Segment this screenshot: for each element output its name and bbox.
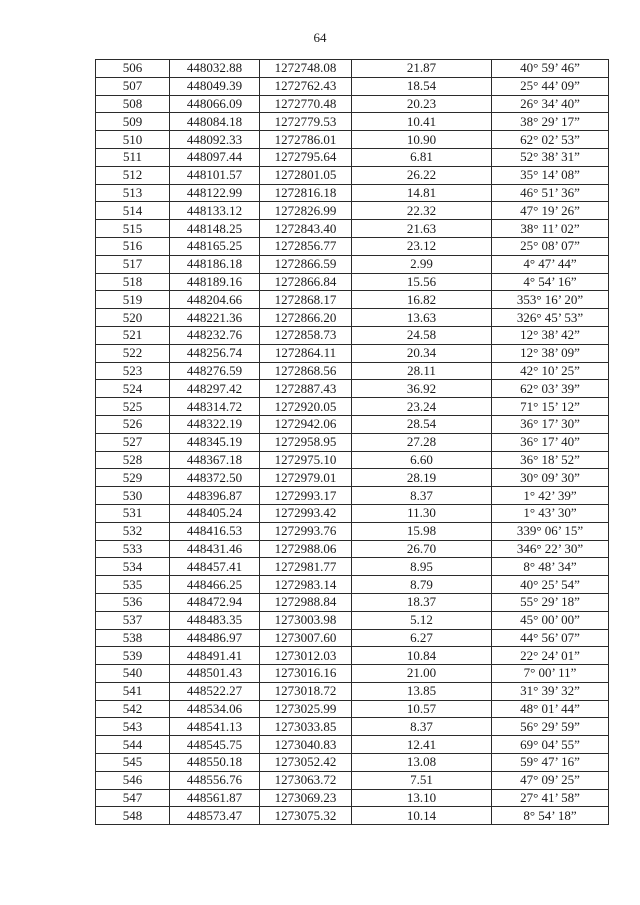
bearing-cell: 8° 48’ 34” xyxy=(492,558,609,576)
distance-cell: 8.37 xyxy=(352,487,492,505)
x-coordinate-cell: 448367.18 xyxy=(170,451,260,469)
y-coordinate-cell: 1273063.72 xyxy=(260,771,352,789)
distance-cell: 13.10 xyxy=(352,789,492,807)
distance-cell: 23.24 xyxy=(352,398,492,416)
distance-cell: 21.00 xyxy=(352,665,492,683)
y-coordinate-cell: 1272866.59 xyxy=(260,255,352,273)
point-number-cell: 522 xyxy=(96,344,170,362)
point-number-cell: 534 xyxy=(96,558,170,576)
bearing-cell: 30° 09’ 30” xyxy=(492,469,609,487)
point-number-cell: 507 xyxy=(96,77,170,95)
point-number-cell: 516 xyxy=(96,237,170,255)
x-coordinate-cell: 448314.72 xyxy=(170,398,260,416)
distance-cell: 24.58 xyxy=(352,326,492,344)
bearing-cell: 47° 19’ 26” xyxy=(492,202,609,220)
y-coordinate-cell: 1272858.73 xyxy=(260,326,352,344)
point-number-cell: 526 xyxy=(96,415,170,433)
table-row xyxy=(96,398,609,416)
distance-cell: 21.63 xyxy=(352,220,492,238)
y-coordinate-cell: 1272770.48 xyxy=(260,95,352,113)
bearing-cell: 346° 22’ 30” xyxy=(492,540,609,558)
y-coordinate-cell: 1273040.83 xyxy=(260,736,352,754)
y-coordinate-cell: 1272983.14 xyxy=(260,576,352,594)
distance-cell: 8.37 xyxy=(352,718,492,736)
table-row xyxy=(96,540,609,558)
x-coordinate-cell: 448133.12 xyxy=(170,202,260,220)
point-number-cell: 509 xyxy=(96,113,170,131)
distance-cell: 12.41 xyxy=(352,736,492,754)
x-coordinate-cell: 448416.53 xyxy=(170,522,260,540)
point-number-cell: 528 xyxy=(96,451,170,469)
distance-cell: 21.87 xyxy=(352,60,492,78)
point-number-cell: 543 xyxy=(96,718,170,736)
y-coordinate-cell: 1272762.43 xyxy=(260,77,352,95)
point-number-cell: 542 xyxy=(96,700,170,718)
y-coordinate-cell: 1272979.01 xyxy=(260,469,352,487)
table-row xyxy=(96,433,609,451)
point-number-cell: 514 xyxy=(96,202,170,220)
distance-cell: 10.57 xyxy=(352,700,492,718)
x-coordinate-cell: 448032.88 xyxy=(170,60,260,78)
x-coordinate-cell: 448491.41 xyxy=(170,647,260,665)
table-row xyxy=(96,131,609,149)
table-row xyxy=(96,291,609,309)
x-coordinate-cell: 448545.75 xyxy=(170,736,260,754)
x-coordinate-cell: 448534.06 xyxy=(170,700,260,718)
x-coordinate-cell: 448256.74 xyxy=(170,344,260,362)
y-coordinate-cell: 1272868.17 xyxy=(260,291,352,309)
x-coordinate-cell: 448405.24 xyxy=(170,504,260,522)
survey-coordinates-table xyxy=(95,59,609,825)
table-row xyxy=(96,95,609,113)
y-coordinate-cell: 1273075.32 xyxy=(260,807,352,825)
x-coordinate-cell: 448522.27 xyxy=(170,682,260,700)
distance-cell: 26.22 xyxy=(352,166,492,184)
y-coordinate-cell: 1273069.23 xyxy=(260,789,352,807)
bearing-cell: 353° 16’ 20” xyxy=(492,291,609,309)
y-coordinate-cell: 1272843.40 xyxy=(260,220,352,238)
distance-cell: 28.11 xyxy=(352,362,492,380)
table-row xyxy=(96,771,609,789)
table-row xyxy=(96,202,609,220)
table-row xyxy=(96,220,609,238)
distance-cell: 10.14 xyxy=(352,807,492,825)
table-row xyxy=(96,629,609,647)
point-number-cell: 547 xyxy=(96,789,170,807)
table-row xyxy=(96,344,609,362)
bearing-cell: 62° 03’ 39” xyxy=(492,380,609,398)
bearing-cell: 36° 17’ 40” xyxy=(492,433,609,451)
point-number-cell: 524 xyxy=(96,380,170,398)
x-coordinate-cell: 448189.16 xyxy=(170,273,260,291)
distance-cell: 28.19 xyxy=(352,469,492,487)
point-number-cell: 533 xyxy=(96,540,170,558)
bearing-cell: 26° 34’ 40” xyxy=(492,95,609,113)
bearing-cell: 22° 24’ 01” xyxy=(492,647,609,665)
point-number-cell: 513 xyxy=(96,184,170,202)
x-coordinate-cell: 448276.59 xyxy=(170,362,260,380)
table-row xyxy=(96,700,609,718)
table-row xyxy=(96,148,609,166)
bearing-cell: 42° 10’ 25” xyxy=(492,362,609,380)
distance-cell: 23.12 xyxy=(352,237,492,255)
bearing-cell: 1° 43’ 30” xyxy=(492,504,609,522)
point-number-cell: 532 xyxy=(96,522,170,540)
x-coordinate-cell: 448472.94 xyxy=(170,593,260,611)
point-number-cell: 531 xyxy=(96,504,170,522)
x-coordinate-cell: 448541.13 xyxy=(170,718,260,736)
point-number-cell: 535 xyxy=(96,576,170,594)
x-coordinate-cell: 448232.76 xyxy=(170,326,260,344)
bearing-cell: 56° 29’ 59” xyxy=(492,718,609,736)
y-coordinate-cell: 1272866.84 xyxy=(260,273,352,291)
distance-cell: 8.95 xyxy=(352,558,492,576)
table-row xyxy=(96,682,609,700)
y-coordinate-cell: 1273018.72 xyxy=(260,682,352,700)
point-number-cell: 538 xyxy=(96,629,170,647)
table-row xyxy=(96,237,609,255)
table-row xyxy=(96,380,609,398)
y-coordinate-cell: 1273052.42 xyxy=(260,754,352,772)
bearing-cell: 46° 51’ 36” xyxy=(492,184,609,202)
table-row xyxy=(96,273,609,291)
distance-cell: 22.32 xyxy=(352,202,492,220)
table-row xyxy=(96,665,609,683)
bearing-cell: 339° 06’ 15” xyxy=(492,522,609,540)
page-number: 64 xyxy=(313,30,327,45)
table-row xyxy=(96,718,609,736)
x-coordinate-cell: 448573.47 xyxy=(170,807,260,825)
x-coordinate-cell: 448345.19 xyxy=(170,433,260,451)
x-coordinate-cell: 448466.25 xyxy=(170,576,260,594)
x-coordinate-cell: 448483.35 xyxy=(170,611,260,629)
y-coordinate-cell: 1272826.99 xyxy=(260,202,352,220)
table-row xyxy=(96,362,609,380)
bearing-cell: 1° 42’ 39” xyxy=(492,487,609,505)
table-row xyxy=(96,807,609,825)
bearing-cell: 25° 08’ 07” xyxy=(492,237,609,255)
point-number-cell: 523 xyxy=(96,362,170,380)
x-coordinate-cell: 448501.43 xyxy=(170,665,260,683)
bearing-cell: 52° 38’ 31” xyxy=(492,148,609,166)
point-number-cell: 518 xyxy=(96,273,170,291)
y-coordinate-cell: 1272866.20 xyxy=(260,309,352,327)
y-coordinate-cell: 1272795.64 xyxy=(260,148,352,166)
y-coordinate-cell: 1272993.17 xyxy=(260,487,352,505)
bearing-cell: 27° 41’ 58” xyxy=(492,789,609,807)
table-row xyxy=(96,789,609,807)
distance-cell: 2.99 xyxy=(352,255,492,273)
table-row xyxy=(96,469,609,487)
table-row xyxy=(96,60,609,78)
x-coordinate-cell: 448221.36 xyxy=(170,309,260,327)
point-number-cell: 525 xyxy=(96,398,170,416)
x-coordinate-cell: 448084.18 xyxy=(170,113,260,131)
point-number-cell: 520 xyxy=(96,309,170,327)
y-coordinate-cell: 1272887.43 xyxy=(260,380,352,398)
x-coordinate-cell: 448066.09 xyxy=(170,95,260,113)
distance-cell: 26.70 xyxy=(352,540,492,558)
table-row xyxy=(96,576,609,594)
table-row xyxy=(96,415,609,433)
table-row xyxy=(96,451,609,469)
x-coordinate-cell: 448457.41 xyxy=(170,558,260,576)
y-coordinate-cell: 1273025.99 xyxy=(260,700,352,718)
table-row xyxy=(96,558,609,576)
distance-cell: 6.81 xyxy=(352,148,492,166)
y-coordinate-cell: 1272993.42 xyxy=(260,504,352,522)
table-row xyxy=(96,326,609,344)
distance-cell: 10.41 xyxy=(352,113,492,131)
y-coordinate-cell: 1273003.98 xyxy=(260,611,352,629)
distance-cell: 10.90 xyxy=(352,131,492,149)
table-body xyxy=(96,60,609,825)
point-number-cell: 540 xyxy=(96,665,170,683)
y-coordinate-cell: 1272993.76 xyxy=(260,522,352,540)
distance-cell: 13.63 xyxy=(352,309,492,327)
point-number-cell: 517 xyxy=(96,255,170,273)
table-row xyxy=(96,593,609,611)
point-number-cell: 508 xyxy=(96,95,170,113)
bearing-cell: 40° 59’ 46” xyxy=(492,60,609,78)
distance-cell: 18.54 xyxy=(352,77,492,95)
y-coordinate-cell: 1272975.10 xyxy=(260,451,352,469)
point-number-cell: 511 xyxy=(96,148,170,166)
y-coordinate-cell: 1272779.53 xyxy=(260,113,352,131)
point-number-cell: 506 xyxy=(96,60,170,78)
distance-cell: 20.34 xyxy=(352,344,492,362)
table-row xyxy=(96,736,609,754)
x-coordinate-cell: 448556.76 xyxy=(170,771,260,789)
y-coordinate-cell: 1272856.77 xyxy=(260,237,352,255)
point-number-cell: 545 xyxy=(96,754,170,772)
point-number-cell: 544 xyxy=(96,736,170,754)
table-row xyxy=(96,184,609,202)
y-coordinate-cell: 1272801.05 xyxy=(260,166,352,184)
x-coordinate-cell: 448486.97 xyxy=(170,629,260,647)
distance-cell: 7.51 xyxy=(352,771,492,789)
table-row xyxy=(96,255,609,273)
distance-cell: 6.60 xyxy=(352,451,492,469)
table-row xyxy=(96,77,609,95)
x-coordinate-cell: 448561.87 xyxy=(170,789,260,807)
y-coordinate-cell: 1272748.08 xyxy=(260,60,352,78)
bearing-cell: 38° 29’ 17” xyxy=(492,113,609,131)
x-coordinate-cell: 448049.39 xyxy=(170,77,260,95)
bearing-cell: 12° 38’ 42” xyxy=(492,326,609,344)
distance-cell: 15.98 xyxy=(352,522,492,540)
point-number-cell: 521 xyxy=(96,326,170,344)
bearing-cell: 25° 44’ 09” xyxy=(492,77,609,95)
x-coordinate-cell: 448372.50 xyxy=(170,469,260,487)
table-row xyxy=(96,522,609,540)
distance-cell: 27.28 xyxy=(352,433,492,451)
bearing-cell: 12° 38’ 09” xyxy=(492,344,609,362)
point-number-cell: 527 xyxy=(96,433,170,451)
bearing-cell: 31° 39’ 32” xyxy=(492,682,609,700)
distance-cell: 8.79 xyxy=(352,576,492,594)
x-coordinate-cell: 448550.18 xyxy=(170,754,260,772)
y-coordinate-cell: 1272958.95 xyxy=(260,433,352,451)
distance-cell: 16.82 xyxy=(352,291,492,309)
distance-cell: 36.92 xyxy=(352,380,492,398)
point-number-cell: 530 xyxy=(96,487,170,505)
bearing-cell: 8° 54’ 18” xyxy=(492,807,609,825)
point-number-cell: 546 xyxy=(96,771,170,789)
table-row xyxy=(96,487,609,505)
x-coordinate-cell: 448204.66 xyxy=(170,291,260,309)
y-coordinate-cell: 1273033.85 xyxy=(260,718,352,736)
point-number-cell: 529 xyxy=(96,469,170,487)
distance-cell: 20.23 xyxy=(352,95,492,113)
x-coordinate-cell: 448322.19 xyxy=(170,415,260,433)
point-number-cell: 519 xyxy=(96,291,170,309)
bearing-cell: 36° 17’ 30” xyxy=(492,415,609,433)
bearing-cell: 4° 47’ 44” xyxy=(492,255,609,273)
table-row xyxy=(96,309,609,327)
distance-cell: 5.12 xyxy=(352,611,492,629)
bearing-cell: 4° 54’ 16” xyxy=(492,273,609,291)
point-number-cell: 548 xyxy=(96,807,170,825)
x-coordinate-cell: 448092.33 xyxy=(170,131,260,149)
bearing-cell: 38° 11’ 02” xyxy=(492,220,609,238)
distance-cell: 10.84 xyxy=(352,647,492,665)
table-row xyxy=(96,166,609,184)
bearing-cell: 35° 14’ 08” xyxy=(492,166,609,184)
x-coordinate-cell: 448101.57 xyxy=(170,166,260,184)
table-row xyxy=(96,113,609,131)
y-coordinate-cell: 1272864.11 xyxy=(260,344,352,362)
point-number-cell: 536 xyxy=(96,593,170,611)
bearing-cell: 48° 01’ 44” xyxy=(492,700,609,718)
point-number-cell: 515 xyxy=(96,220,170,238)
y-coordinate-cell: 1273007.60 xyxy=(260,629,352,647)
distance-cell: 13.85 xyxy=(352,682,492,700)
bearing-cell: 326° 45’ 53” xyxy=(492,309,609,327)
y-coordinate-cell: 1272988.06 xyxy=(260,540,352,558)
point-number-cell: 539 xyxy=(96,647,170,665)
distance-cell: 14.81 xyxy=(352,184,492,202)
table-row xyxy=(96,504,609,522)
x-coordinate-cell: 448122.99 xyxy=(170,184,260,202)
y-coordinate-cell: 1272868.56 xyxy=(260,362,352,380)
bearing-cell: 47° 09’ 25” xyxy=(492,771,609,789)
y-coordinate-cell: 1272816.18 xyxy=(260,184,352,202)
distance-cell: 28.54 xyxy=(352,415,492,433)
bearing-cell: 40° 25’ 54” xyxy=(492,576,609,594)
table-row xyxy=(96,611,609,629)
y-coordinate-cell: 1272988.84 xyxy=(260,593,352,611)
bearing-cell: 69° 04’ 55” xyxy=(492,736,609,754)
point-number-cell: 510 xyxy=(96,131,170,149)
y-coordinate-cell: 1272786.01 xyxy=(260,131,352,149)
bearing-cell: 7° 00’ 11” xyxy=(492,665,609,683)
bearing-cell: 44° 56’ 07” xyxy=(492,629,609,647)
x-coordinate-cell: 448186.18 xyxy=(170,255,260,273)
bearing-cell: 62° 02’ 53” xyxy=(492,131,609,149)
distance-cell: 18.37 xyxy=(352,593,492,611)
point-number-cell: 541 xyxy=(96,682,170,700)
distance-cell: 6.27 xyxy=(352,629,492,647)
x-coordinate-cell: 448097.44 xyxy=(170,148,260,166)
point-number-cell: 537 xyxy=(96,611,170,629)
x-coordinate-cell: 448165.25 xyxy=(170,237,260,255)
y-coordinate-cell: 1273012.03 xyxy=(260,647,352,665)
y-coordinate-cell: 1272981.77 xyxy=(260,558,352,576)
x-coordinate-cell: 448431.46 xyxy=(170,540,260,558)
x-coordinate-cell: 448297.42 xyxy=(170,380,260,398)
x-coordinate-cell: 448396.87 xyxy=(170,487,260,505)
y-coordinate-cell: 1273016.16 xyxy=(260,665,352,683)
distance-cell: 15.56 xyxy=(352,273,492,291)
bearing-cell: 71° 15’ 12” xyxy=(492,398,609,416)
bearing-cell: 59° 47’ 16” xyxy=(492,754,609,772)
bearing-cell: 45° 00’ 00” xyxy=(492,611,609,629)
point-number-cell: 512 xyxy=(96,166,170,184)
y-coordinate-cell: 1272920.05 xyxy=(260,398,352,416)
bearing-cell: 55° 29’ 18” xyxy=(492,593,609,611)
x-coordinate-cell: 448148.25 xyxy=(170,220,260,238)
y-coordinate-cell: 1272942.06 xyxy=(260,415,352,433)
table-row xyxy=(96,754,609,772)
distance-cell: 13.08 xyxy=(352,754,492,772)
bearing-cell: 36° 18’ 52” xyxy=(492,451,609,469)
distance-cell: 11.30 xyxy=(352,504,492,522)
table-row xyxy=(96,647,609,665)
